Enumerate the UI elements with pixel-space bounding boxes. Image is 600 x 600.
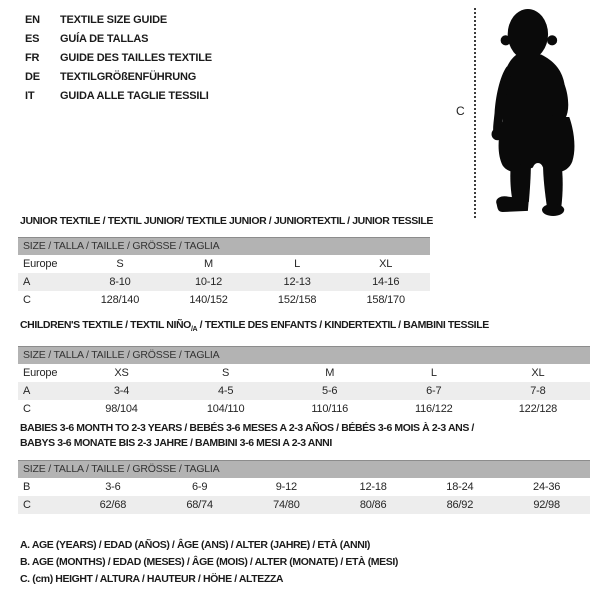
table-cell: XL: [379, 258, 393, 270]
table-row: [18, 400, 590, 418]
table-cell: C: [23, 294, 31, 306]
table-cell: A: [18, 382, 69, 400]
table-cell: 116/122: [415, 403, 453, 416]
table-cell: 98/104: [105, 403, 138, 416]
table-cell: S: [222, 367, 230, 380]
table-row: [18, 255, 430, 273]
table-cell: 104/110: [206, 403, 245, 416]
height-measure-label: C: [456, 104, 465, 118]
table-cell: 158/170: [366, 294, 405, 306]
children-section: [18, 319, 590, 418]
table-header-row: [18, 461, 590, 479]
lang-row-en: [25, 11, 212, 30]
table-cell: 24-36: [533, 481, 561, 493]
table-cell: L: [430, 367, 437, 380]
table-cell: 140/152: [189, 294, 228, 306]
babies-section: [18, 421, 590, 514]
table-cell: 86/92: [416, 496, 503, 514]
lang-code: EN: [25, 14, 40, 26]
babies-title-line2: BABYS 3-6 MONATE BIS 2-3 JAHRE / BAMBINI 3-6 MESI A 2-3 ANNI: [20, 437, 332, 449]
table-cell: 5-6: [278, 382, 382, 400]
table-row: [18, 478, 590, 496]
table-cell: 122/128: [518, 403, 558, 416]
lang-row-it: [25, 87, 212, 106]
size-header-bar: SIZE / TALLA / TAILLE / GRÖSSE / TAGLIA: [18, 238, 430, 256]
table-cell: Europe: [23, 258, 58, 270]
lang-code: IT: [25, 90, 35, 102]
table-header-row: [18, 238, 430, 256]
children-section-title: [20, 319, 590, 336]
measurement-legend: [20, 537, 398, 588]
table-cell: 12-18: [359, 481, 387, 493]
junior-section-title: JUNIOR TEXTILE / TEXTIL JUNIOR/ TEXTILE JUNIOR / JUNIORTEXTIL / JUNIOR TESSILE: [20, 215, 433, 227]
babies-section-title: [20, 421, 590, 451]
table-cell: S: [116, 258, 124, 270]
table-row: [18, 291, 430, 309]
lang-title: TEXTILGRÖßENFÜHRUNG: [60, 71, 197, 83]
lang-row-de: [25, 68, 212, 87]
babies-size-table: [18, 460, 590, 514]
table-cell: 14-16: [341, 273, 430, 291]
table-cell: 3-6: [105, 481, 121, 493]
table-cell: 128/140: [100, 294, 140, 306]
table-cell: 152/158: [277, 294, 317, 306]
table-row: [18, 364, 590, 382]
table-cell: L: [294, 258, 301, 270]
table-cell: 9-12: [275, 481, 297, 493]
table-cell: 110/116: [311, 403, 349, 416]
children-title-pre: CHILDREN'S TEXTILE / TEXTIL NIÑO: [20, 319, 191, 331]
table-cell: 7-8: [486, 382, 590, 400]
height-dotted-line: [474, 8, 476, 218]
children-size-table: [18, 346, 590, 418]
lang-title: GUÍA DE TALLAS: [60, 33, 149, 45]
language-header: [25, 11, 212, 106]
lang-title: GUIDE DES TAILLES TEXTILE: [60, 52, 212, 64]
table-cell: 80/86: [330, 496, 417, 514]
table-cell: 3-4: [69, 382, 173, 400]
lang-row-fr: [25, 49, 212, 68]
table-row: [18, 273, 430, 291]
table-cell: C: [23, 403, 31, 416]
table-cell: 92/98: [503, 496, 590, 514]
table-row: [18, 496, 590, 514]
junior-size-table: [18, 237, 430, 309]
table-header-row: [18, 347, 590, 365]
size-header-bar: SIZE / TALLA / TAILLE / GRÖSSE / TAGLIA: [18, 461, 590, 479]
lang-row-es: [25, 30, 212, 49]
table-cell: 10-12: [164, 273, 253, 291]
table-cell: 62/68: [69, 496, 156, 514]
lang-code: ES: [25, 33, 40, 45]
table-row: [18, 382, 590, 400]
table-cell: B: [23, 481, 31, 493]
lang-title: GUIDA ALLE TAGLIE TESSILI: [60, 90, 209, 102]
toddler-silhouette-image: [490, 6, 592, 218]
lang-title: TEXTILE SIZE GUIDE: [60, 14, 168, 26]
table-cell: XS: [114, 367, 129, 380]
junior-section: [18, 215, 433, 309]
table-cell: 4-5: [174, 382, 278, 400]
table-cell: Europe: [23, 367, 58, 380]
lang-code: FR: [25, 52, 40, 64]
size-header-bar: SIZE / TALLA / TAILLE / GRÖSSE / TAGLIA: [18, 347, 590, 365]
table-cell: 18-24: [446, 481, 474, 493]
table-cell: XL: [531, 367, 545, 380]
legend-line-b: B. AGE (MONTHS) / EDAD (MESES) / ÂGE (MOIS) / ALTER (MONATE) / ETÀ (MESI): [20, 556, 398, 568]
babies-title-line1: BABIES 3-6 MONTH TO 2-3 YEARS / BEBÉS 3-6 MESES A 2-3 AÑOS / BÉBÉS 3-6 MOIS À 2-3 ANS /: [20, 422, 474, 434]
table-cell: 68/74: [156, 496, 243, 514]
table-cell: M: [204, 258, 214, 270]
legend-line-c: C. (cm) HEIGHT / ALTURA / HAUTEUR / HÖHE / ALTEZZA: [20, 573, 284, 585]
legend-line-a: A. AGE (YEARS) / EDAD (AÑOS) / ÂGE (ANS) / ALTER (JAHRE) / ETÀ (ANNI): [20, 539, 371, 551]
table-cell: 8-10: [76, 273, 165, 291]
lang-code: DE: [25, 71, 40, 83]
children-title-sub: /A: [190, 326, 198, 334]
table-cell: 6-9: [191, 481, 208, 493]
table-cell: A: [18, 273, 76, 291]
table-cell: 6-7: [382, 382, 486, 400]
table-cell: C: [18, 496, 69, 514]
table-cell: 12-13: [253, 273, 342, 291]
height-figure: [450, 4, 596, 222]
children-title-post: / TEXTILE DES ENFANTS / KINDERTEXTIL / BAMBINI TESSILE: [197, 319, 489, 331]
table-cell: M: [325, 367, 335, 380]
table-cell: 74/80: [243, 496, 330, 514]
